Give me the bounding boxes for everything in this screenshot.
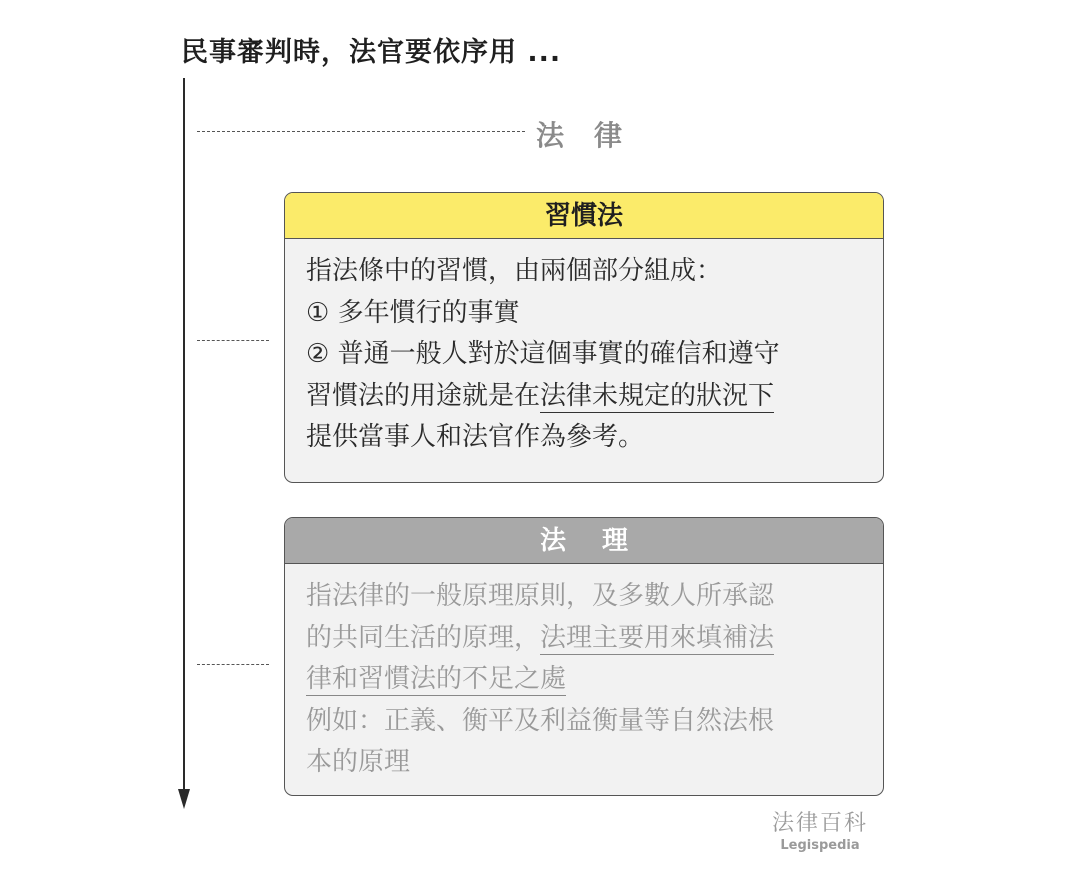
law-connector: [197, 131, 525, 132]
jurisprudence-card: [284, 517, 884, 796]
custom-law-usage-prefix: 習慣法的用途就是在: [306, 380, 541, 411]
jurisprudence-example: 例如：正義、衡平及利益衡量等自然法根: [306, 705, 775, 736]
down-arrow-icon: [178, 789, 190, 809]
jurisprudence-header: 法理: [285, 518, 883, 564]
jurisprudence-line: 指法律的一般原理原則，及多數人所承認: [306, 581, 775, 611]
custom-law-header: 習慣法: [285, 193, 883, 239]
jurisprudence-body: [285, 564, 883, 784]
jurisprudence-line: [306, 659, 863, 701]
law-label: 法律: [536, 119, 653, 152]
jurisprudence-connector: [197, 664, 269, 665]
custom-law-line: ② 普通一般人對於這個事實的確信和遵守: [306, 339, 780, 369]
custom-law-card: [284, 192, 884, 483]
jurisprudence-example: 本的原理: [306, 747, 411, 777]
jurisprudence-line: [306, 618, 863, 660]
page-title: 民事審判時，法官要依序用 ...: [181, 37, 562, 68]
jurisprudence-line2-prefix: 的共同生活的原理，: [306, 622, 541, 653]
jurisprudence-emphasis: 法理主要用來填補法: [540, 622, 775, 653]
brand-name-en: Legispedia: [780, 838, 860, 853]
custom-law-usage: [306, 376, 863, 418]
custom-law-usage-emphasis: 法律未規定的狀況下: [540, 380, 775, 411]
custom-law-usage-suffix: 提供當事人和法官作為參考。: [306, 422, 645, 452]
custom-law-body: [285, 239, 883, 459]
custom-law-connector: [197, 340, 269, 341]
jurisprudence-emphasis: 律和習慣法的不足之處: [306, 664, 567, 694]
custom-law-line: 指法條中的習慣，由兩個部分組成：: [306, 256, 723, 286]
brand-name-cn: 法律百科: [771, 811, 868, 836]
brand-logo: [740, 810, 900, 854]
custom-law-line: ① 多年慣行的事實: [306, 297, 520, 328]
sequence-arrow-line: [183, 78, 185, 792]
